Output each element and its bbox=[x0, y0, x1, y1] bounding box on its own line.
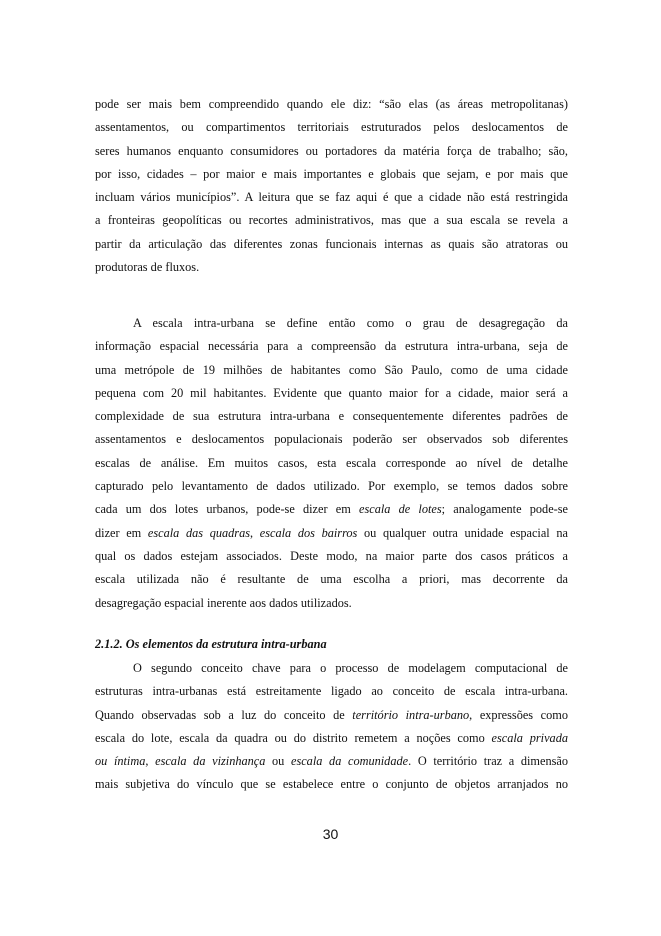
paragraph-intra-urban-scale bbox=[95, 312, 568, 615]
text-run: ou qualquer outra unidade espacial na bbox=[357, 525, 568, 540]
text-line: incluam vários municípios”. A leitura que se faz aqui é que a cidade não está restringida bbox=[95, 190, 568, 205]
text-line: complexidade de sua estrutura intra-urbana e consequentemente diferentes padrões de bbox=[95, 409, 568, 424]
text-run: ; analogamente pode-se bbox=[441, 502, 568, 517]
italic-term: território intra-urbano bbox=[352, 707, 470, 722]
text-run: . O território traz a dimensão bbox=[408, 754, 568, 769]
text-run: ou bbox=[265, 754, 291, 769]
text-line: assentamentos e deslocamentos populacionais poderão ser observados sob diferentes bbox=[95, 432, 568, 447]
text-line: O segundo conceito chave para o processo de modelagem computacional de bbox=[133, 661, 568, 675]
text-run: dizer em bbox=[95, 525, 148, 540]
text-line: A escala intra-urbana se define então como o grau de desagregação da bbox=[133, 316, 568, 330]
text-line: produtoras de fluxos. bbox=[95, 260, 200, 275]
text-line: mais subjetiva do vínculo que se estabelece entre o conjunto de objetos arranjados no bbox=[95, 777, 568, 792]
text-line: estruturas intra-urbanas está estreitamente ligado ao conceito de escala intra-urbana. bbox=[95, 684, 568, 699]
section-heading: 2.1.2. Os elementos da estrutura intra-urbana bbox=[95, 637, 327, 651]
italic-term: escala privada bbox=[491, 730, 568, 745]
text-line: escalas de análise. Em muitos casos, esta escala corresponde ao nível de detalhe bbox=[95, 455, 568, 470]
text-line: assentamentos, ou compartimentos territoriais estruturados pelos deslocamentos de bbox=[95, 120, 568, 135]
text-line: informação espacial necessária para a compreensão da estrutura intra-urbana, seja de bbox=[95, 339, 568, 354]
text-line: qual os dados estejam associados. Deste modo, na maior parte dos casos práticos a bbox=[95, 548, 568, 563]
italic-term: escala de lotes bbox=[359, 502, 442, 517]
text-line: capturado pelo levantamento de dados utilizado. Por exemplo, se temos dados sobre bbox=[95, 479, 568, 494]
text-run: , bbox=[145, 754, 156, 769]
text-line: a fronteiras geopolíticas ou recortes administrativos, mas que a sua escala se revela a bbox=[95, 213, 568, 228]
text-run: cada um dos lotes urbanos, pode-se dizer em bbox=[95, 502, 359, 517]
page-number: 30 bbox=[322, 826, 339, 842]
text-run: Quando observadas sob a luz do conceito de bbox=[95, 707, 353, 722]
text-line bbox=[95, 727, 568, 750]
text-run: escala do lote, escala da quadra ou do distrito remetem a noções como bbox=[95, 730, 492, 745]
text-line bbox=[95, 522, 568, 545]
text-line bbox=[95, 750, 568, 773]
text-line: pequena com 20 mil habitantes. Evidente que quanto maior for a cidade, maior será a bbox=[95, 385, 568, 400]
text-line bbox=[95, 704, 568, 727]
paragraph-continuation bbox=[95, 93, 568, 279]
text-run: , bbox=[250, 525, 260, 540]
text-line: desagregação espacial inerente aos dados utilizados. bbox=[95, 595, 352, 610]
text-line: por isso, cidades – por maior e mais importantes e globais que sejam, e por mais que bbox=[95, 166, 568, 181]
italic-term: escala dos bairros bbox=[259, 525, 358, 540]
italic-term: escala da comunidade bbox=[290, 754, 409, 769]
paragraph-elements bbox=[95, 657, 568, 797]
text-line: seres humanos enquanto consumidores ou portadores da matéria força de trabalho; são, bbox=[95, 143, 568, 158]
italic-term: ou íntima bbox=[95, 754, 146, 769]
italic-term: escala da vizinhança bbox=[155, 754, 266, 769]
text-line: partir da articulação das diferentes zonas funcionais internas as quais são atratoras ou bbox=[95, 236, 568, 251]
italic-term: escala das quadras bbox=[147, 525, 251, 540]
text-run: , expressões como bbox=[469, 707, 568, 722]
text-line: escala utilizada não é resultante de uma escolha a priori, mas decorrente da bbox=[95, 572, 568, 587]
text-line: pode ser mais bem compreendido quando ele diz: “são elas (as áreas metropolitanas) bbox=[95, 97, 568, 111]
text-line: uma metrópole de 19 milhões de habitantes como São Paulo, como de uma cidade bbox=[95, 362, 568, 377]
text-line bbox=[95, 498, 568, 521]
